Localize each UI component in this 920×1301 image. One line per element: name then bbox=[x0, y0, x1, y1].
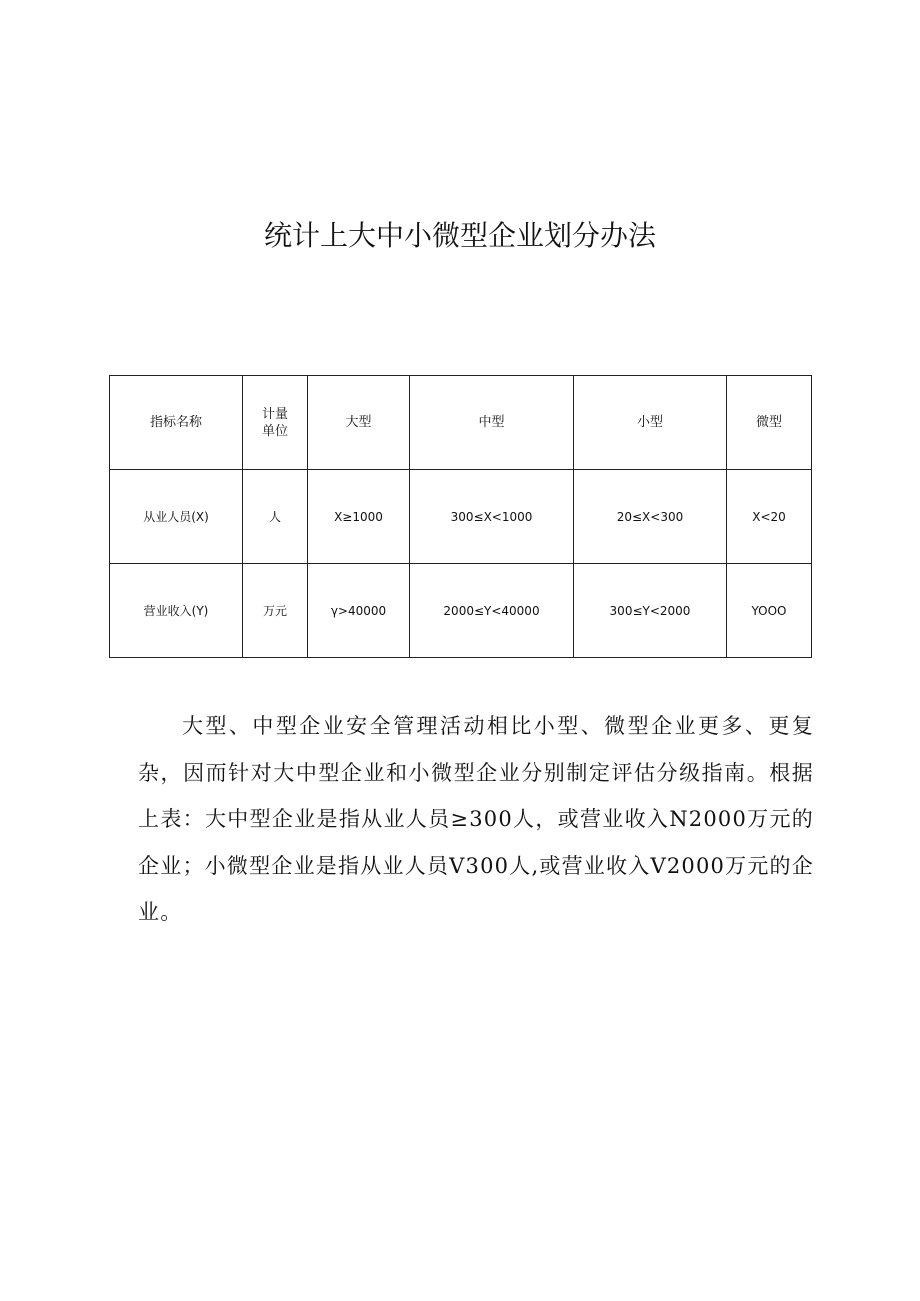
row-unit: 人 bbox=[243, 470, 308, 564]
header-micro: 微型 bbox=[727, 376, 812, 470]
table-row bbox=[110, 564, 812, 658]
header-medium: 中型 bbox=[410, 376, 574, 470]
row-unit: 万元 bbox=[243, 564, 308, 658]
header-unit-cell bbox=[243, 376, 308, 470]
header-small: 小型 bbox=[574, 376, 727, 470]
row-large: γ>40000 bbox=[308, 564, 410, 658]
row-medium: 300≤X<1000 bbox=[410, 470, 574, 564]
page-title: 统计上大中小微型企业划分办法 bbox=[263, 219, 656, 252]
header-indicator-name: 指标名称 bbox=[110, 376, 243, 470]
row-micro: YOOO bbox=[727, 564, 812, 658]
table-header-row bbox=[110, 376, 812, 470]
row-indicator: 从业人员(X) bbox=[110, 470, 243, 564]
row-indicator: 营业收入(Y) bbox=[110, 564, 243, 658]
header-unit: 计量单位 bbox=[261, 406, 288, 439]
row-micro: X<20 bbox=[727, 470, 812, 564]
header-large: 大型 bbox=[308, 376, 410, 470]
body-paragraph: 大型、中型企业安全管理活动相比小型、微型企业更多、更复杂，因而针对大中型企业和小微型企业分别制定评估分级指南。根据上表：大中型企业是指从业人员≥300人，或营业收入N2000万元的企业；小微型企业是指从业人员V300人,或营业收入V2000万元的企业。 bbox=[138, 714, 814, 924]
classification-table bbox=[109, 375, 812, 658]
row-medium: 2000≤Y<40000 bbox=[410, 564, 574, 658]
row-small: 300≤Y<2000 bbox=[574, 564, 727, 658]
row-large: X≥1000 bbox=[308, 470, 410, 564]
table-row bbox=[110, 470, 812, 564]
row-small: 20≤X<300 bbox=[574, 470, 727, 564]
